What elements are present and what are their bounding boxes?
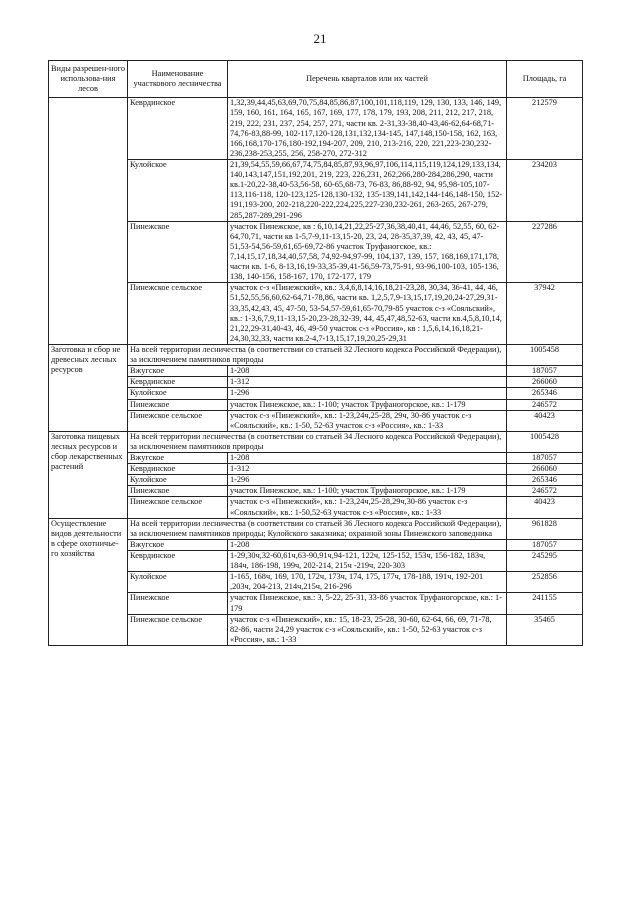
use-type-cell: Заготовка и сбор не древесных лесных ресурсов: [49, 344, 128, 431]
quarters-cell: участок с-з «Пинежский», кв.: 1-23,24ч,25-28, 29ч, 30-86 участок с-з «Сояльский», кв.: 1-50, 52-63 участок с-з «Россия», кв.: 1-33: [228, 410, 507, 431]
area-cell: 1005458: [507, 344, 583, 365]
header-quarters: Перечень кварталов или их частей: [228, 61, 507, 98]
quarters-cell: 1,32,39,44,45,63,69,70,75,84,85,86,87,100,101,118,119, 129, 130, 133, 146, 149, 159, 160, 161, 164, 165, 167, 169, 177, 178, 179, 193, 208, 211, 212, 217, 218, 219, 222, 231, 237, 254, 257, 271, части кв. 2-31,33-38,40-43,46-62,64-68,71-74,76-83,88-99, 102-117,120-128,131,132,134-145, 147,148,150-158, 162, 163, 166,168,170-176,180-192,194-207, 209, 210, 213-216, 220, 221,223-230,232-236,238-253,255, 256, 258-270, 272-312: [228, 98, 507, 160]
forestry-cell: Пинежское: [128, 486, 228, 497]
area-cell: 266060: [507, 377, 583, 388]
header-area: Площадь, га: [507, 61, 583, 98]
quarters-cell: 1-296: [228, 475, 507, 486]
forestry-cell: Пинежское сельское: [128, 497, 228, 518]
use-type-cell: [49, 98, 128, 345]
quarters-cell: участок с-з «Пинежский», кв.: 3,4,6,8,14,16,18,21-23,28, 30,34, 36-41, 44, 46, 51,52,55,56,60,62-64,71-78,86, части кв. 1,2,5,7,9-13,15,17,19,20,24-27,29,31-33,35,42,43, 45, 47-50, 53-54,57-59,61,65-70,79-85 участок с-з «Сояльский», кв.: 1-3,6,7,9,11-13,15-20,23-28,32-39, 44, 45,47,48,52-63, части кв.4,5,8,10,14, 21,22,29-31,40-43, 46, 49-50 участок с-з «Россия», кв : 1,5,6,14,16,18,21-24,30,32,33, части кв.2-4,7-13,15,17,19,20,25-29,31: [228, 283, 507, 345]
table-row: [49, 377, 583, 388]
table-row: [49, 410, 583, 431]
area-cell: 252856: [507, 572, 583, 593]
quarters-cell: 1-296: [228, 388, 507, 399]
table-row: [49, 551, 583, 572]
area-cell: 246572: [507, 399, 583, 410]
quarters-cell: 21,39,54,55,59,66,67,74,75,84,85,87,93,96,97,106,114,115,119,124,129,133,134,140,143,147,151,192,201, 219, 223, 226,231, 262,266,280-284,286,290, части кв.1-20,22-38,40-53,56-58, 60-65,68-73, 76-83, 86,88-92, 94, 95,98-105,107-113,116-118, 120-123,125-128,130-132, 135-139,141,142,144-146,148-150, 152-191,193-200, 202-218,220-222,224,225,227-230,232-261, 263-265, 267-279, 285,287-289,291-296: [228, 159, 507, 221]
table-row: [49, 159, 583, 221]
forestry-cell: Пинежское сельское: [128, 614, 228, 645]
quarters-cell: 1-312: [228, 377, 507, 388]
table-row: [49, 344, 583, 365]
forestry-cell: Кулойское: [128, 388, 228, 399]
quarters-cell: 1-165, 168ч, 169, 170, 172ч, 173ч, 174, 175, 177ч, 178-188, 191ч, 192-201 ,203ч, 204-213, 214ч,215ч, 216-296: [228, 572, 507, 593]
forestry-cell: Кеврдинское: [128, 551, 228, 572]
area-cell: 265346: [507, 475, 583, 486]
table-row: [49, 539, 583, 550]
table-row: [49, 399, 583, 410]
section-scope-cell: На всей территории лесничества (в соответствии со статьей 34 Лесного кодекса Российской Федерации), за исключением памятников природы: [128, 431, 507, 452]
quarters-cell: 1-208: [228, 539, 507, 550]
table-row: [49, 283, 583, 345]
area-cell: 40423: [507, 410, 583, 431]
area-cell: 227286: [507, 221, 583, 283]
quarters-cell: участок Пинежское, кв.: 3, 5-22, 25-31, 33-86 участок Труфаногорское, кв.: 1-179: [228, 593, 507, 614]
table-row: [49, 572, 583, 593]
header-forestry: Наименование участкового лесничества: [128, 61, 228, 98]
forestry-cell: Кеврдинское: [128, 464, 228, 475]
use-type-cell: Заготовка пищевых лесных ресурсов и сбор лекарственных растений: [49, 431, 128, 518]
table-row: [49, 486, 583, 497]
table-row: [49, 388, 583, 399]
area-cell: 212579: [507, 98, 583, 160]
area-cell: 266060: [507, 464, 583, 475]
quarters-cell: 1-208: [228, 366, 507, 377]
quarters-cell: участок Пинежское, кв : 6,10,14,21,22,25-27,36,38,40,41, 44,46, 52,55, 60, 62-64,70,71, части кв 1-5,7-9,11-13,15-20, 23, 24, 28-35,37,39, 42, 43, 45, 47-51,53-54,56-59,61,65-69,72-86 участок Труфаногское, кв.: 7,14,15,17,18,34,40,57,58, 74,92-94,97-99, 104,137, 139, 157, 168,169,171,178, части кв. 1-6, 8-13,16,19-33,35-39,41-56,59-73,75-91, 93-96,100-103, 105-136, 138, 140-156, 158-167, 170, 172-177, 179: [228, 221, 507, 283]
table-row: [49, 464, 583, 475]
area-cell: 234203: [507, 159, 583, 221]
table-row: [49, 475, 583, 486]
header-use-type: Виды разрешен-ного использова-ния лесов: [49, 61, 128, 98]
table-row: [49, 614, 583, 645]
quarters-cell: участок Пинежское, кв.: 1-100; участок Труфаногорское, кв.: 1-179: [228, 486, 507, 497]
quarters-cell: 1-29,30ч,32-60,61ч,63-90,91ч,94-121, 122ч, 125-152, 153ч, 156-182, 183ч, 184ч, 186-198, 199ч, 202-214, 215ч -219ч, 220-303: [228, 551, 507, 572]
area-cell: 187057: [507, 366, 583, 377]
area-cell: 241155: [507, 593, 583, 614]
table-row: [49, 593, 583, 614]
quarters-cell: участок с-з «Пинежский», кв.: 15, 18-23, 25-28, 30-60, 62-64, 66, 69, 71-78, 82-86, части 24,29 участок с-з «Сояльский», кв.: 1-50, 52-63 участок с-з «Россия», кв.: 1-33: [228, 614, 507, 645]
area-cell: 187057: [507, 539, 583, 550]
quarters-cell: участок Пинежское, кв.: 1-100; участок Труфаногорское, кв.: 1-179: [228, 399, 507, 410]
area-cell: 1005428: [507, 431, 583, 452]
section-scope-cell: На всей территории лесничества (в соответствии со статьей 36 Лесного кодекса Российской Федерации), за исключением памятников природы; Кулойского заказника; охранной зоны Пинежского заповедника: [128, 518, 507, 539]
forestry-cell: Пинежское: [128, 399, 228, 410]
area-cell: 40423: [507, 497, 583, 518]
area-cell: 246572: [507, 486, 583, 497]
forestry-cell: Кеврдинское: [128, 377, 228, 388]
table-row: [49, 366, 583, 377]
quarters-cell: 1-312: [228, 464, 507, 475]
forestry-cell: Вжугское: [128, 366, 228, 377]
table-row: [49, 497, 583, 518]
table-row: [49, 431, 583, 452]
forest-use-table: [48, 60, 583, 646]
table-row: [49, 518, 583, 539]
area-cell: 35465: [507, 614, 583, 645]
forestry-cell: Пинежское: [128, 221, 228, 283]
area-cell: 37942: [507, 283, 583, 345]
forestry-cell: Кулойское: [128, 572, 228, 593]
use-type-cell: Осуществление видов деятельности в сфере охотничье-го хозяйства: [49, 518, 128, 645]
page-number: 21: [313, 31, 327, 46]
quarters-cell: участок с-з «Пинежский», кв.: 1-23,24ч,25-28,29ч,30-86 участок с-з «Сояльский», кв.: 1-50,52-63 участок с-з «Россия», кв.: 1-33: [228, 497, 507, 518]
forestry-cell: Пинежское сельское: [128, 410, 228, 431]
area-cell: 961828: [507, 518, 583, 539]
header-row: [49, 61, 583, 98]
section-scope-cell: На всей территории лесничества (в соответствии со статьей 32 Лесного кодекса Российской Федерации), за исключением памятников природы: [128, 344, 507, 365]
forestry-cell: Кулойское: [128, 475, 228, 486]
quarters-cell: 1-208: [228, 453, 507, 464]
forestry-cell: Вжугское: [128, 539, 228, 550]
area-cell: 187057: [507, 453, 583, 464]
forestry-cell: Пинежское сельское: [128, 283, 228, 345]
area-cell: 245295: [507, 551, 583, 572]
area-cell: 265346: [507, 388, 583, 399]
forestry-cell: Вжугское: [128, 453, 228, 464]
table-row: [49, 98, 583, 160]
forestry-cell: Пинежское: [128, 593, 228, 614]
forestry-cell: Кулойское: [128, 159, 228, 221]
table-row: [49, 453, 583, 464]
forestry-cell: Кеврдинское: [128, 98, 228, 160]
table-row: [49, 221, 583, 283]
